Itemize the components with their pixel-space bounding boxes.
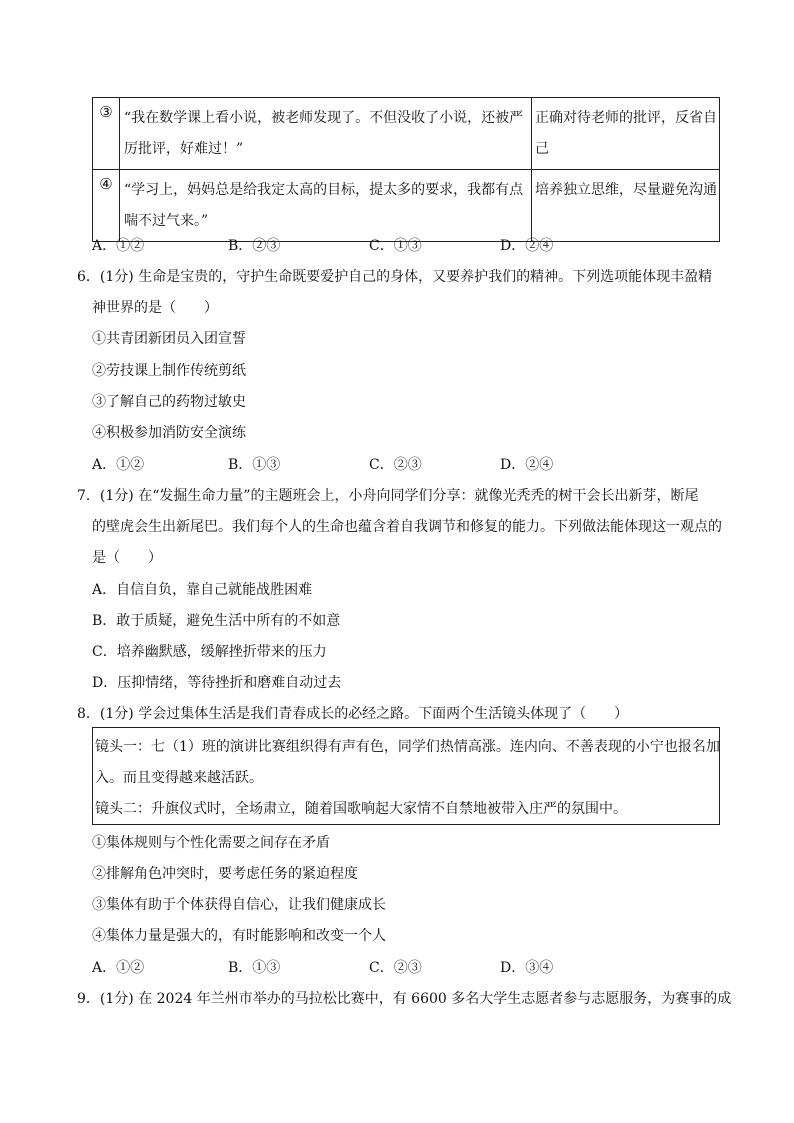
statement: ③了解自己的药物过敏史 xyxy=(92,394,246,410)
option-d[interactable]: D．②④ xyxy=(500,238,554,254)
story-text: 厉批评，好难过！” xyxy=(124,141,244,157)
scenario-box xyxy=(92,727,720,825)
q5-options xyxy=(0,235,794,255)
story-text: “学习上，妈妈总是给我定太高的目标，提太多的要求，我都有点 xyxy=(124,182,524,198)
scenario-text: 镜头一：七（1）班的演讲比赛组织得有声有色，同学们热情高涨。连内向、不善表现的小宁也报名加 xyxy=(95,739,720,755)
option-b[interactable]: B．②③ xyxy=(228,238,281,254)
q7-stem: 7．(1分) 在“发掘生命力量”的主题班会上，小舟向同学们分享：就像光秃秃的树干会长出新芽，断尾 xyxy=(77,488,699,504)
option-b[interactable]: B．①③ xyxy=(228,457,281,473)
advice-text: 正确对待老师的批评，反省自己 xyxy=(535,110,717,157)
scenario-text: 镜头二：升旗仪式时，全场肃立，随着国歌响起大家情不自禁地被带入庄严的氛围中。 xyxy=(95,801,627,817)
story-text: “我在数学课上看小说，被老师发现了。不但没收了小说，还被严 xyxy=(124,110,524,126)
q6-options xyxy=(0,454,794,474)
option-a[interactable]: A．①② xyxy=(92,457,145,473)
statement: ④集体力量是强大的，有时能影响和改变一个人 xyxy=(92,928,386,944)
statement: ①集体规则与个性化需要之间存在矛盾 xyxy=(92,835,330,851)
q7-stem: 的壁虎会生出新尾巴。我们每个人的生命也蕴含着自我调节和修复的能力。下列做法能体现这一观点的 xyxy=(92,519,722,535)
statement: ①共青团新团员入团宣誓 xyxy=(92,331,246,347)
q8-options xyxy=(0,957,794,977)
story-cell xyxy=(120,170,532,242)
option-c[interactable]: C．①③ xyxy=(369,238,422,254)
option-c[interactable]: C．②③ xyxy=(369,457,422,473)
choice-d[interactable]: D．压抑情绪，等待挫折和磨难自动过去 xyxy=(92,675,342,691)
q6-stem: 神世界的是（ ） xyxy=(92,300,218,316)
option-d[interactable]: D．②④ xyxy=(500,457,554,473)
option-b[interactable]: B．①③ xyxy=(228,960,281,976)
option-d[interactable]: D．③④ xyxy=(500,960,554,976)
option-a[interactable]: A．①② xyxy=(92,960,145,976)
story-cell xyxy=(120,98,532,170)
advice-cell xyxy=(532,170,720,242)
row-number: ④ xyxy=(93,170,120,242)
table-row xyxy=(93,98,720,170)
q5-table xyxy=(92,97,720,242)
option-a[interactable]: A．①② xyxy=(92,238,145,254)
choice-c[interactable]: C．培养幽默感，缓解挫折带来的压力 xyxy=(92,644,327,660)
statement: ②劳技课上制作传统剪纸 xyxy=(92,363,246,379)
q7-stem: 是（ ） xyxy=(92,550,162,566)
scenario-text: 入。而且变得越来越活跃。 xyxy=(95,770,263,786)
statement: ④积极参加消防安全演练 xyxy=(92,425,246,441)
advice-cell xyxy=(532,98,720,170)
option-c[interactable]: C．②③ xyxy=(369,960,422,976)
q9-stem: 9．(1分) 在 2024 年兰州市举办的马拉松比赛中，有 6600 多名大学生志愿者参与志愿服务，为赛事的成 xyxy=(77,991,732,1007)
q8-stem: 8．(1分) 学会过集体生活是我们青春成长的必经之路。下面两个生活镜头体现了（ ） xyxy=(77,706,629,722)
q6-stem: 6．(1分) 生命是宝贵的，守护生命既要爱护自己的身体，又要养护我们的精神。下列选项能体现丰盈精 xyxy=(77,269,713,285)
table-row xyxy=(93,170,720,242)
row-number: ③ xyxy=(93,98,120,170)
choice-a[interactable]: A．自信自负，靠自己就能战胜困难 xyxy=(92,582,313,598)
statement: ②排解角色冲突时，要考虑任务的紧迫程度 xyxy=(92,866,358,882)
choice-b[interactable]: B．敢于质疑，避免生活中所有的不如意 xyxy=(92,613,341,629)
story-text: 喘不过气来。” xyxy=(124,213,209,229)
statement: ③集体有助于个体获得自信心，让我们健康成长 xyxy=(92,897,386,913)
advice-text: 培养独立思维，尽量避免沟通 xyxy=(535,182,717,198)
